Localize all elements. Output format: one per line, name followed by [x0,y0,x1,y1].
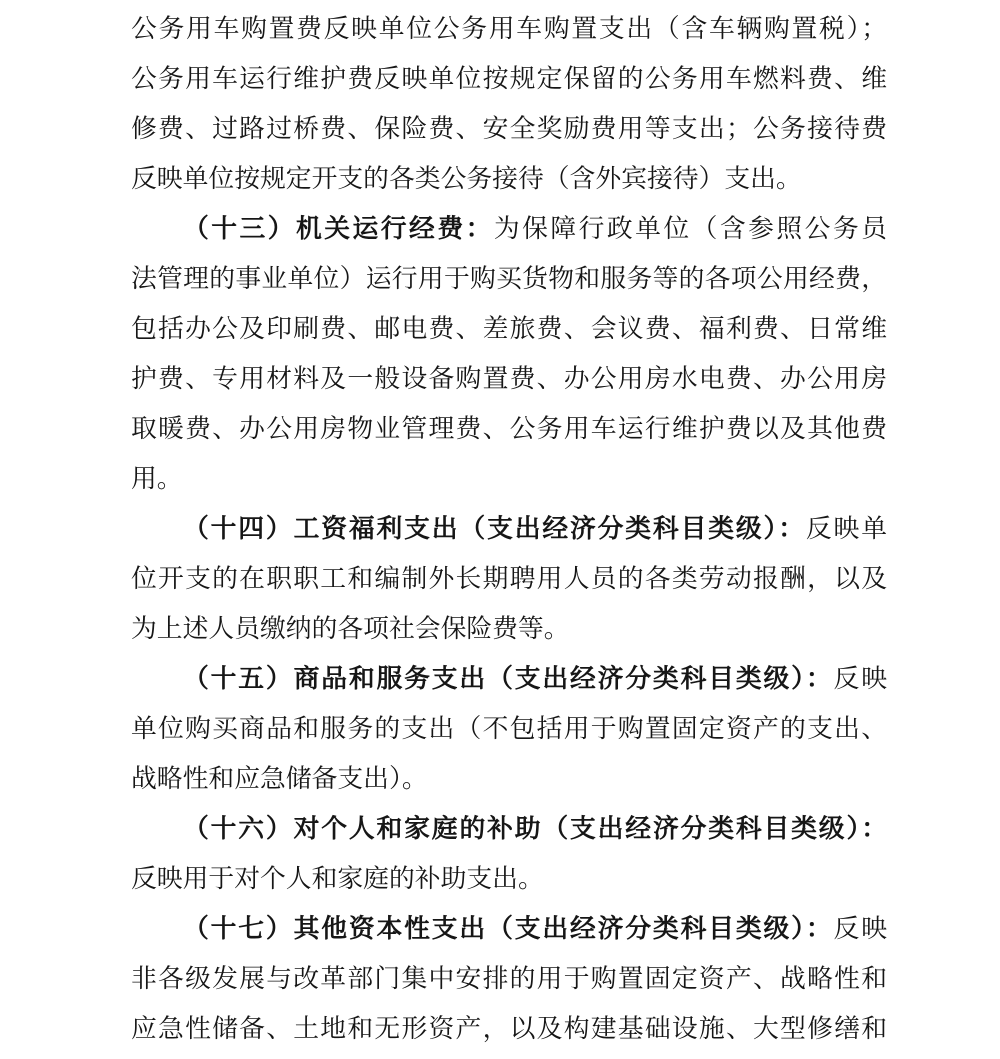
line-text: 为保障行政单位（含参照公务员 [493,214,887,243]
line-text: 反映 [833,664,887,693]
line-text: 取暖费、办公用房物业管理费、公务用车运行维护费以及其他费 [131,414,887,443]
line-text: 公务用车购置费反映单位公务用车购置支出（含车辆购置税）； [131,14,887,43]
line-text: 用。 [131,464,183,493]
text-line [131,204,887,254]
line-text: 包括办公及印刷费、邮电费、差旅费、会议费、福利费、日常维 [131,314,887,343]
section-heading-lead: （十三）机关运行经费： [183,214,494,243]
document-body [131,4,887,1054]
text-line [131,754,887,804]
line-text: 战略性和应急储备支出）。 [131,764,428,793]
line-text: 公务用车运行维护费反映单位按规定保留的公务用车燃料费、维 [131,64,887,93]
text-line [131,404,887,454]
text-line [131,454,887,504]
section-heading-lead: （十四）工资福利支出（支出经济分类科目类级）： [183,514,806,543]
text-line [131,954,887,1004]
line-text: 反映单位按规定开支的各类公务接待（含外宾接待）支出。 [131,164,802,193]
text-line [131,104,887,154]
section-heading-lead: （十五）商品和服务支出（支出经济分类科目类级）： [183,664,834,693]
text-line [131,704,887,754]
line-text: 护费、专用材料及一般设备购置费、办公用房水电费、办公用房 [131,364,887,393]
line-text: 反映用于对个人和家庭的补助支出。 [131,864,544,893]
text-line [131,804,887,854]
text-line [131,554,887,604]
text-line [131,504,887,554]
line-text: 反映 [833,914,887,943]
text-line [131,604,887,654]
text-line [131,54,887,104]
text-line [131,254,887,304]
line-text: 位开支的在职职工和编制外长期聘用人员的各类劳动报酬，以及 [131,564,887,593]
line-text: 反映单 [805,514,887,543]
section-heading-lead: （十六）对个人和家庭的补助（支出经济分类科目类级）： [183,814,887,843]
line-text: 法管理的事业单位）运行用于购买货物和服务等的各项公用经费， [131,264,887,293]
text-line [131,904,887,954]
line-text: 修费、过路过桥费、保险费、安全奖励费用等支出；公务接待费 [131,114,887,143]
text-line [131,654,887,704]
line-text: 单位购买商品和服务的支出（不包括用于购置固定资产的支出、 [131,714,887,743]
text-line [131,354,887,404]
text-line [131,4,887,54]
text-line [131,854,887,904]
line-text: 非各级发展与改革部门集中安排的用于购置固定资产、战略性和 [131,964,887,993]
text-line [131,154,887,204]
section-heading-lead: （十七）其他资本性支出（支出经济分类科目类级）： [183,914,834,943]
text-line [131,1004,887,1054]
line-text: 应急性储备、土地和无形资产，以及构建基础设施、大型修缮和 [131,1014,887,1043]
line-text: 为上述人员缴纳的各项社会保险费等。 [131,614,570,643]
text-line [131,304,887,354]
